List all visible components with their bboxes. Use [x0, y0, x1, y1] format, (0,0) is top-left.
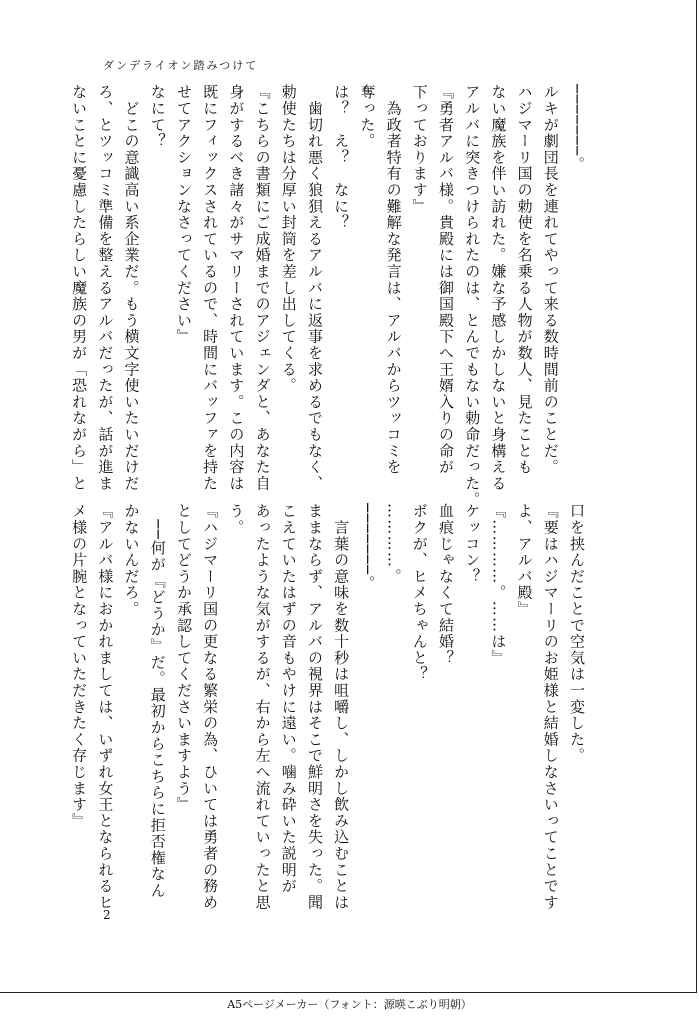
lower-text-line: う。 [227, 503, 246, 536]
lower-text-line: ──何が『どうか』だ。最初からこちらに拒否権なん [148, 503, 167, 899]
upper-text-line: 下っております』 [410, 84, 429, 215]
lower-text-line: 『…………。……は』 [489, 503, 508, 666]
lower-text-line: 言葉の意味を数十秒は咀嚼し、しかし飲み込むことは [332, 503, 351, 911]
lower-text-line: メ様の片腕となっていただきたく存じます』 [70, 503, 89, 829]
lower-text-line: こえていたはずの音もやけに遠い。噛み砕いた説明が [279, 503, 298, 895]
upper-text-line: せてアクションなさってください』 [174, 84, 193, 345]
lower-text-line: 『アルバ様におかれましては、いずれ女王となられるヒ [96, 503, 115, 911]
upper-text-line: ないことに憂慮したらしい魔族の男が「恐れながら」と [70, 84, 89, 492]
lower-text-line: としてどうか承認してくださいますよう』 [174, 503, 193, 813]
footer-credit: A5ページメーカー（フォント：源暎こぶり明朝） [227, 998, 472, 1011]
upper-text-line: ろ、とツッコミ準備を整えるアルバだったが、話が進ま [96, 84, 115, 492]
upper-text-line: なにて？ [148, 84, 167, 150]
lower-text-line: 『要はハジマーリのお姫様と結婚しなさいってことです [541, 503, 560, 911]
lower-text-line: ───────。 [358, 503, 377, 592]
upper-text-line: ───────。 [568, 84, 586, 173]
upper-text-line: は？ え？ なに？ [332, 84, 351, 231]
upper-text-line: ハジマーリ国の勅使を名乗る人物が数人、見たことも [515, 84, 534, 476]
upper-text-block [70, 84, 590, 508]
lower-text-line: 血痕じゃなくて結婚？ [436, 503, 455, 666]
lower-text-line: あったような気がするが、右から左へ流れていったと思 [253, 503, 272, 911]
lower-text-line: …………。 [384, 503, 403, 585]
upper-text-line: 奪った。 [358, 84, 377, 150]
upper-text-line: ない魔族を伴い訪れた。嫌な予感しかしないと身構える [489, 84, 508, 492]
lower-text-block [70, 503, 590, 911]
lower-text-line: よ、アルバ殿』 [515, 503, 534, 618]
upper-text-line: 既にフィックスされているので、時間にバッファを持た [201, 84, 220, 492]
lower-text-line: ままならず、アルバの視界はそこで鮮明さを失った。聞 [305, 503, 324, 911]
running-header: ダンデライオン踏みつけて [103, 59, 259, 72]
lower-text-line: かないんだろ。 [122, 503, 141, 618]
lower-text-line: ケッコン？ [463, 503, 482, 585]
lower-text-line: ボクが、ヒメちゃんと？ [410, 503, 429, 683]
upper-text-line: ルキが劇団長を連れてやって来る数時間前のことだ。 [541, 84, 560, 476]
upper-text-line: 『こちらの書類にご成婚までのアジェンダと、あなた自 [253, 84, 272, 492]
upper-text-line: 身がするべき諸々がサマリーされています。この内容は [227, 84, 246, 492]
upper-text-line: 勅使たちは分厚い封筒を差し出してくる。 [279, 84, 298, 394]
upper-text-line: アルバに突きつけられたのは、とんでもない勅命だった。 [463, 84, 482, 508]
page-number: 2 [103, 908, 111, 922]
upper-text-line: 『勇者アルバ様。貴殿には御国殿下へ王婿入りの命が [436, 84, 455, 476]
lower-text-line: 『ハジマーリ国の更なる繁栄の為、ひいては勇者の務め [201, 503, 220, 911]
lower-text-line: 口を挟んだことで空気は一変した。 [568, 503, 586, 764]
upper-text-line: 為政者特有の難解な発言は、アルバからツッコミを [384, 84, 403, 476]
upper-text-line: どこの意識高い系企業だ。もう横文字使いたいだけだ [122, 84, 141, 492]
upper-text-line: 歯切れ悪く狼狽えるアルバに返事を求めるでもなく、 [305, 84, 324, 492]
